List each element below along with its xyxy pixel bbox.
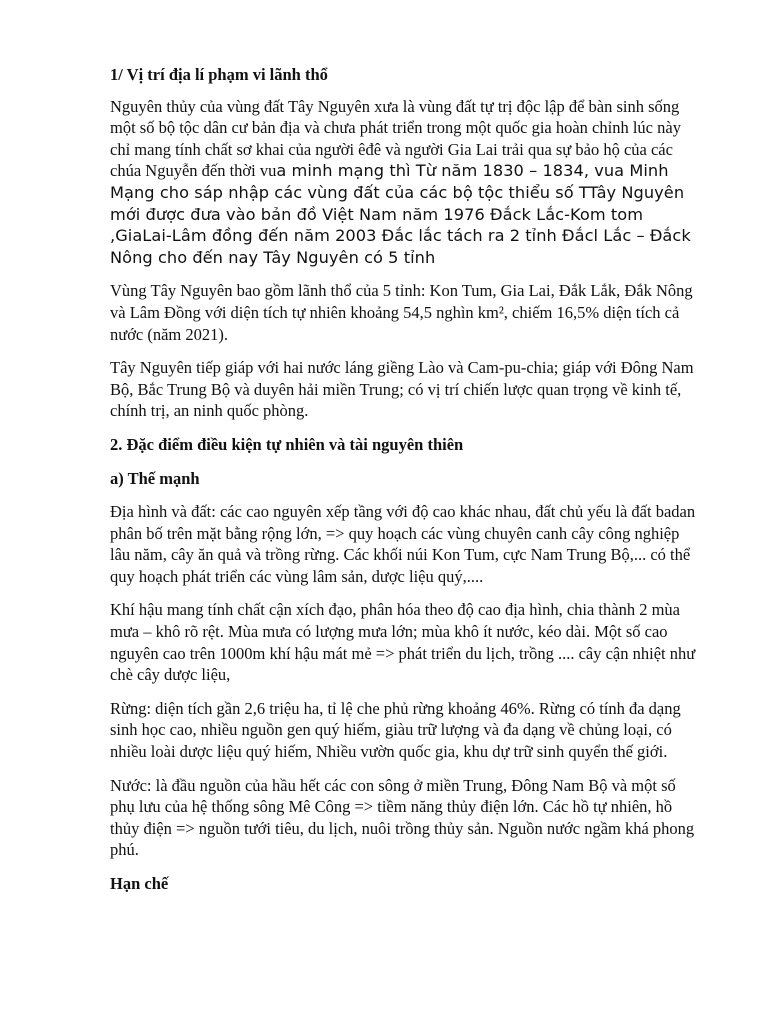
section-heading-location: 1/ Vị trí địa lí phạm vi lãnh thổ	[110, 65, 328, 84]
subheading-limitations: Hạn chế	[110, 874, 169, 893]
history-text-serif: Nguyên thủy của vùng đất Tây Nguyên xưa là vùng đất tự trị độc lập để bàn sinh sống một số bộ tộc dân cư bản địa và chưa phát triển trong một quốc gia hoàn chỉnh lúc này chỉ mang tính chất sơ khai của người êđê và người Gia Lai trải qua sự bảo hộ của các chúa Nguyễn đến thời vu	[110, 96, 681, 181]
paragraph-water: Nước: là đầu nguồn của hầu hết các con sông ở miền Trung, Đông Nam Bộ và một số phụ lưu của hệ thống sông Mê Công => tiềm năng thủy điện lớn. Các hồ tự nhiên, hồ thủy điện => nguồn tưới tiêu, du lịch, nuôi trồng thủy sản. Nguồn nước ngầm khá phong phú.	[110, 775, 695, 860]
paragraph-borders: Tây Nguyên tiếp giáp với hai nước láng giềng Lào và Cam-pu-chia; giáp với Đông Nam Bộ, Bắc Trung Bộ và duyên hải miền Trung; có vị trí chiến lược quan trọng về kinh tế, chính trị, an ninh quốc phòng.	[110, 358, 694, 421]
paragraph-territory: Vùng Tây Nguyên bao gồm lãnh thổ của 5 tỉnh: Kon Tum, Gia Lai, Đắk Lắk, Đắk Nông và Lâm Đồng với diện tích tự nhiên khoảng 54,5 nghìn km², chiếm 16,5% diện tích cả nước (năm 2021).	[110, 281, 693, 344]
document-page	[110, 64, 700, 907]
paragraph-climate: Khí hậu mang tính chất cận xích đạo, phân hóa theo độ cao địa hình, chia thành 2 mùa mưa – khô rõ rệt. Mùa mưa có lượng mưa lớn; mùa khô ít nước, kéo dài. Một số cao nguyên cao trên 1000m khí hậu mát mẻ => phát triển du lịch, trồng .... cây cận nhiệt như chè cây dược liệu,	[110, 600, 696, 685]
subheading-strengths: a) Thế mạnh	[110, 468, 200, 488]
history-text-sans: a minh mạng thì Từ năm 1830 – 1834, vua Minh Mạng cho sáp nhập các vùng đất của các bộ tộc thiểu số TTây Nguyên mới được đưa vào bản đồ Việt Nam năm 1976 Đắck Lắc-Kom tom ,GiaLai-Lâm đồng đến năm 2003 Đắc lắc tách ra 2 tỉnh Đắcl Lắc – Đắck Nông cho đến nay Tây Nguyên có 5 tỉnh	[110, 161, 691, 267]
paragraph-terrain-soil: Địa hình và đất: các cao nguyên xếp tầng với độ cao khác nhau, đất chủ yếu là đất badan phân bố trên mặt bằng rộng lớn, => quy hoạch các vùng chuyên canh cây công nghiệp lâu năm, cây ăn quả và trồng rừng. Các khối núi Kon Tum, cực Nam Trung Bộ,... có thể quy hoạch phát triển các vùng lâm sản, dược liệu quý,....	[110, 502, 696, 586]
section-heading-natural-conditions: 2. Đặc điểm điều kiện tự nhiên và tài nguyên thiên	[110, 434, 464, 454]
paragraph-forest: Rừng: diện tích gần 2,6 triệu ha, tỉ lệ che phủ rừng khoảng 46%. Rừng có tính đa dạng sinh học cao, nhiều nguồn gen quý hiếm, giàu trữ lượng và đa dạng về chủng loại, có nhiều loài dược liệu quý hiếm, Nhiều vườn quốc gia, khu dự trữ sinh quyển thế giới.	[110, 698, 681, 762]
paragraph-history	[110, 96, 700, 269]
